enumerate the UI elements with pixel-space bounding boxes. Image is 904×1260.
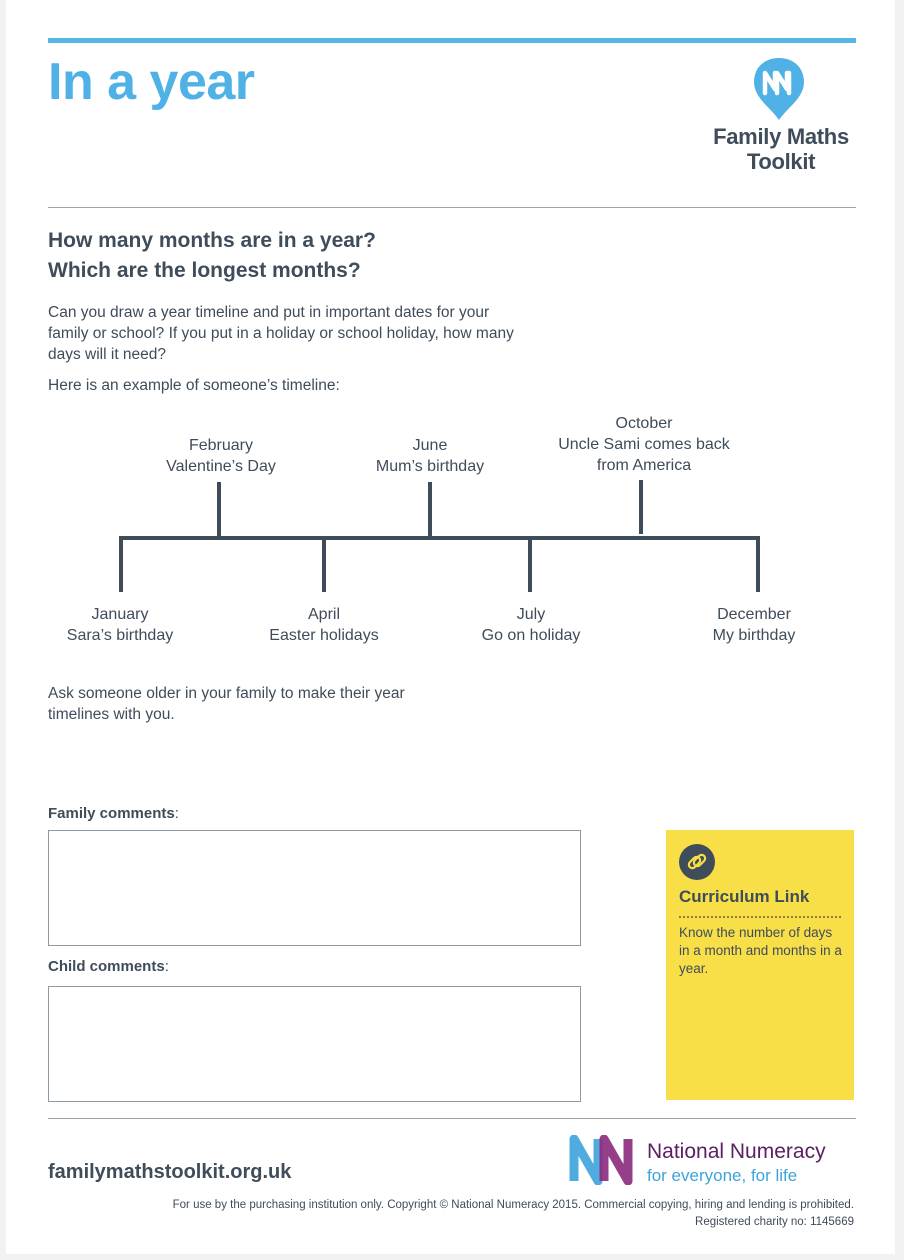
copyright-text: For use by the purchasing institution only. Copyright © National Numeracy 2015. Commercial copying, hiring and lending is prohibited.	[172, 1199, 854, 1211]
family-comments-label	[48, 805, 179, 822]
timeline-month: June	[412, 437, 448, 454]
timeline-label-june	[376, 435, 484, 477]
header-divider	[48, 207, 856, 208]
child-comments-box[interactable]	[48, 986, 581, 1102]
timeline-event: Uncle Sami comes back	[558, 436, 730, 453]
timeline-label-january	[67, 604, 173, 646]
brand-line-1: Family Maths	[713, 124, 849, 149]
timeline-label-april	[269, 604, 378, 646]
timeline-month: October	[615, 415, 673, 432]
year-timeline	[6, 400, 895, 660]
national-numeracy-name: National Numeracy	[647, 1140, 826, 1163]
timeline-month: February	[188, 437, 254, 454]
label-colon: :	[164, 958, 169, 975]
timeline-event: Go on holiday	[481, 627, 581, 644]
child-comments-label	[48, 958, 169, 975]
timeline-event: Valentine’s Day	[166, 458, 276, 475]
timeline-event: Sara’s birthday	[66, 627, 174, 644]
timeline-label-february	[166, 435, 276, 477]
timeline-label-october	[558, 413, 730, 476]
timeline-month: December	[717, 606, 791, 623]
timeline-month: January	[91, 606, 149, 623]
family-maths-toolkit-logo-icon	[751, 56, 807, 122]
worksheet-page	[6, 0, 895, 1254]
example-intro: Here is an example of someone’s timeline:	[48, 377, 340, 394]
timeline-label-december	[713, 604, 796, 646]
outro-paragraph: Ask someone older in your family to make their year timelines with you.	[48, 685, 405, 723]
timeline-month: April	[307, 606, 341, 623]
intro-paragraph: Can you draw a year timeline and put in important dates for your family or school? If you put in a holiday or school holiday, how many days will it need?	[48, 304, 514, 363]
charity-number: Registered charity no: 1145669	[695, 1216, 854, 1228]
page-title: In a year	[48, 53, 255, 111]
national-numeracy-logo-icon	[568, 1135, 636, 1185]
national-numeracy-tagline: for everyone, for life	[647, 1166, 798, 1185]
timeline-event: Easter holidays	[269, 627, 379, 644]
timeline-event: My birthday	[712, 627, 796, 644]
website-url[interactable]: familymathstoolkit.org.uk	[48, 1161, 292, 1183]
curriculum-link-panel	[666, 830, 854, 1100]
timeline-label-july	[482, 604, 581, 646]
timeline-month: July	[516, 606, 546, 623]
timeline-event-continued: from America	[596, 457, 692, 474]
question-line-2: Which are the longest months?	[48, 259, 361, 282]
legal-notice	[173, 1197, 854, 1231]
child-comments-label-text: Child comments	[48, 958, 165, 975]
family-comments-box[interactable]	[48, 830, 581, 946]
footer-divider	[48, 1118, 856, 1119]
curriculum-divider	[679, 916, 841, 918]
brand-name	[696, 124, 866, 174]
curriculum-text: Know the number of days in a month and months in a year.	[679, 925, 842, 976]
question-line-1: How many months are in a year?	[48, 229, 376, 252]
question-heading	[48, 226, 648, 286]
curriculum-title: Curriculum Link	[679, 887, 810, 906]
label-colon: :	[174, 805, 179, 822]
top-accent-rule	[48, 38, 856, 43]
timeline-event: Mum’s birthday	[375, 458, 485, 475]
chain-link-icon	[679, 844, 715, 880]
brand-line-2: Toolkit	[746, 149, 816, 174]
family-comments-label-text: Family comments	[48, 805, 175, 822]
